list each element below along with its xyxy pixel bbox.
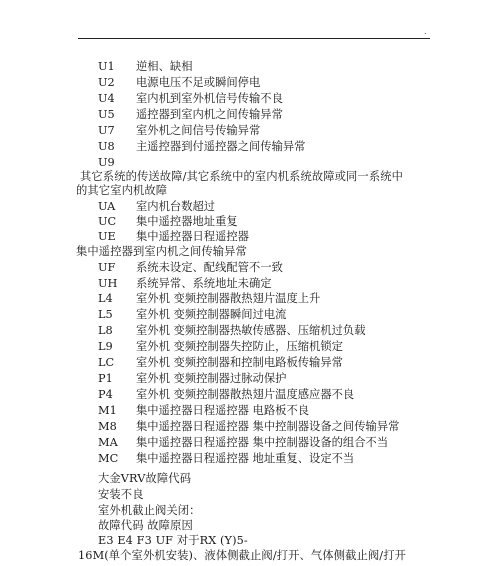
error-code: M8 xyxy=(98,420,117,433)
error-code: UA xyxy=(98,200,116,213)
header-rule xyxy=(78,38,430,39)
error-desc: 室内机台数超过 xyxy=(136,200,216,213)
error-code: U2 xyxy=(98,76,115,89)
section-line: 室外机截止阀关闭： xyxy=(98,504,201,517)
error-code: UF xyxy=(98,261,116,274)
section-table-header: 故障代码 故障原因 xyxy=(98,519,193,532)
error-code: M1 xyxy=(98,404,117,417)
section-title: 大金VRV故障代码 xyxy=(98,472,192,485)
error-desc: 集中遥控器日程遥控器 地址重复、设定不当 xyxy=(136,452,355,465)
error-code: UE xyxy=(98,230,116,243)
error-code: L8 xyxy=(98,324,113,337)
error-code: U1 xyxy=(98,60,115,73)
error-desc: 集中遥控器日程遥控器 集中控制器设备的组合不当 xyxy=(136,436,389,449)
error-desc: 系统异常、系统地址未确定 xyxy=(136,277,272,290)
error-code: U7 xyxy=(98,124,115,137)
error-code: UC xyxy=(98,215,117,228)
error-desc: 室外机 变频控制器瞬间过电流 xyxy=(136,308,287,321)
error-desc: 室外机 变频控制器过脉动保护 xyxy=(136,372,287,385)
error-code: U8 xyxy=(98,140,115,153)
error-desc: 室外机 变频控制器散热翅片温度上升 xyxy=(136,292,321,305)
error-desc: 集中遥控器日程遥控器 xyxy=(136,230,249,243)
section-line: E3 E4 F3 UF 对于RX (Y)5- xyxy=(98,534,248,547)
error-code: P4 xyxy=(98,388,113,401)
error-desc: 集中遥控器日程遥控器 集中控制器设备之间传输异常 xyxy=(136,420,400,433)
error-desc: 室外机 变频控制器和控制电路板传输异常 xyxy=(136,356,343,369)
error-desc: 集中遥控器地址重复 xyxy=(136,215,238,228)
u9-description-cont: 的其它室内机故障 xyxy=(76,184,168,197)
error-code: LC xyxy=(98,356,115,369)
ue-description-cont: 集中遥控器到室内机之间传输异常 xyxy=(76,245,247,258)
error-desc: 室内机到室外机信号传输不良 xyxy=(136,92,283,105)
error-desc: 室外机 变频控制器热敏传感器、压缩机过负载 xyxy=(136,324,366,337)
error-desc: 逆相、缺相 xyxy=(136,60,193,73)
error-code: MC xyxy=(98,452,119,465)
error-desc: 集中遥控器日程遥控器 电路板不良 xyxy=(136,404,310,417)
header-mark: . xyxy=(424,27,427,36)
error-desc: 电源电压不足或瞬间停电 xyxy=(136,76,261,89)
section-line: 安装不良 xyxy=(98,488,144,501)
error-code: MA xyxy=(98,436,118,449)
error-code: U4 xyxy=(98,92,115,105)
error-desc: 遥控器到室内机之间传输异常 xyxy=(136,108,283,121)
error-desc: 室外机 变频控制器散热翅片温度感应器不良 xyxy=(136,388,355,401)
section-line: 16M(单个室外机安装)、液体侧截止阀/打开、气体侧截止阀/打开 xyxy=(78,549,406,562)
error-code: L4 xyxy=(98,292,113,305)
error-code: P1 xyxy=(98,372,113,385)
error-code: L5 xyxy=(98,308,113,321)
error-desc: 室外机之间信号传输异常 xyxy=(136,124,261,137)
error-desc: 系统未设定、配线配管不一致 xyxy=(136,261,283,274)
error-code: U5 xyxy=(98,108,115,121)
error-desc: 室外机 变频控制器失控防止，压缩机锁定 xyxy=(136,340,343,353)
error-code: UH xyxy=(98,277,118,290)
error-code: L9 xyxy=(98,340,113,353)
u9-description: 其它系统的传送故障/其它系统中的室内机系统故障或同一系统中 xyxy=(80,170,404,183)
error-code: U9 xyxy=(98,156,115,169)
error-desc: 主遥控器到付遥控器之间传输异常 xyxy=(136,140,306,153)
